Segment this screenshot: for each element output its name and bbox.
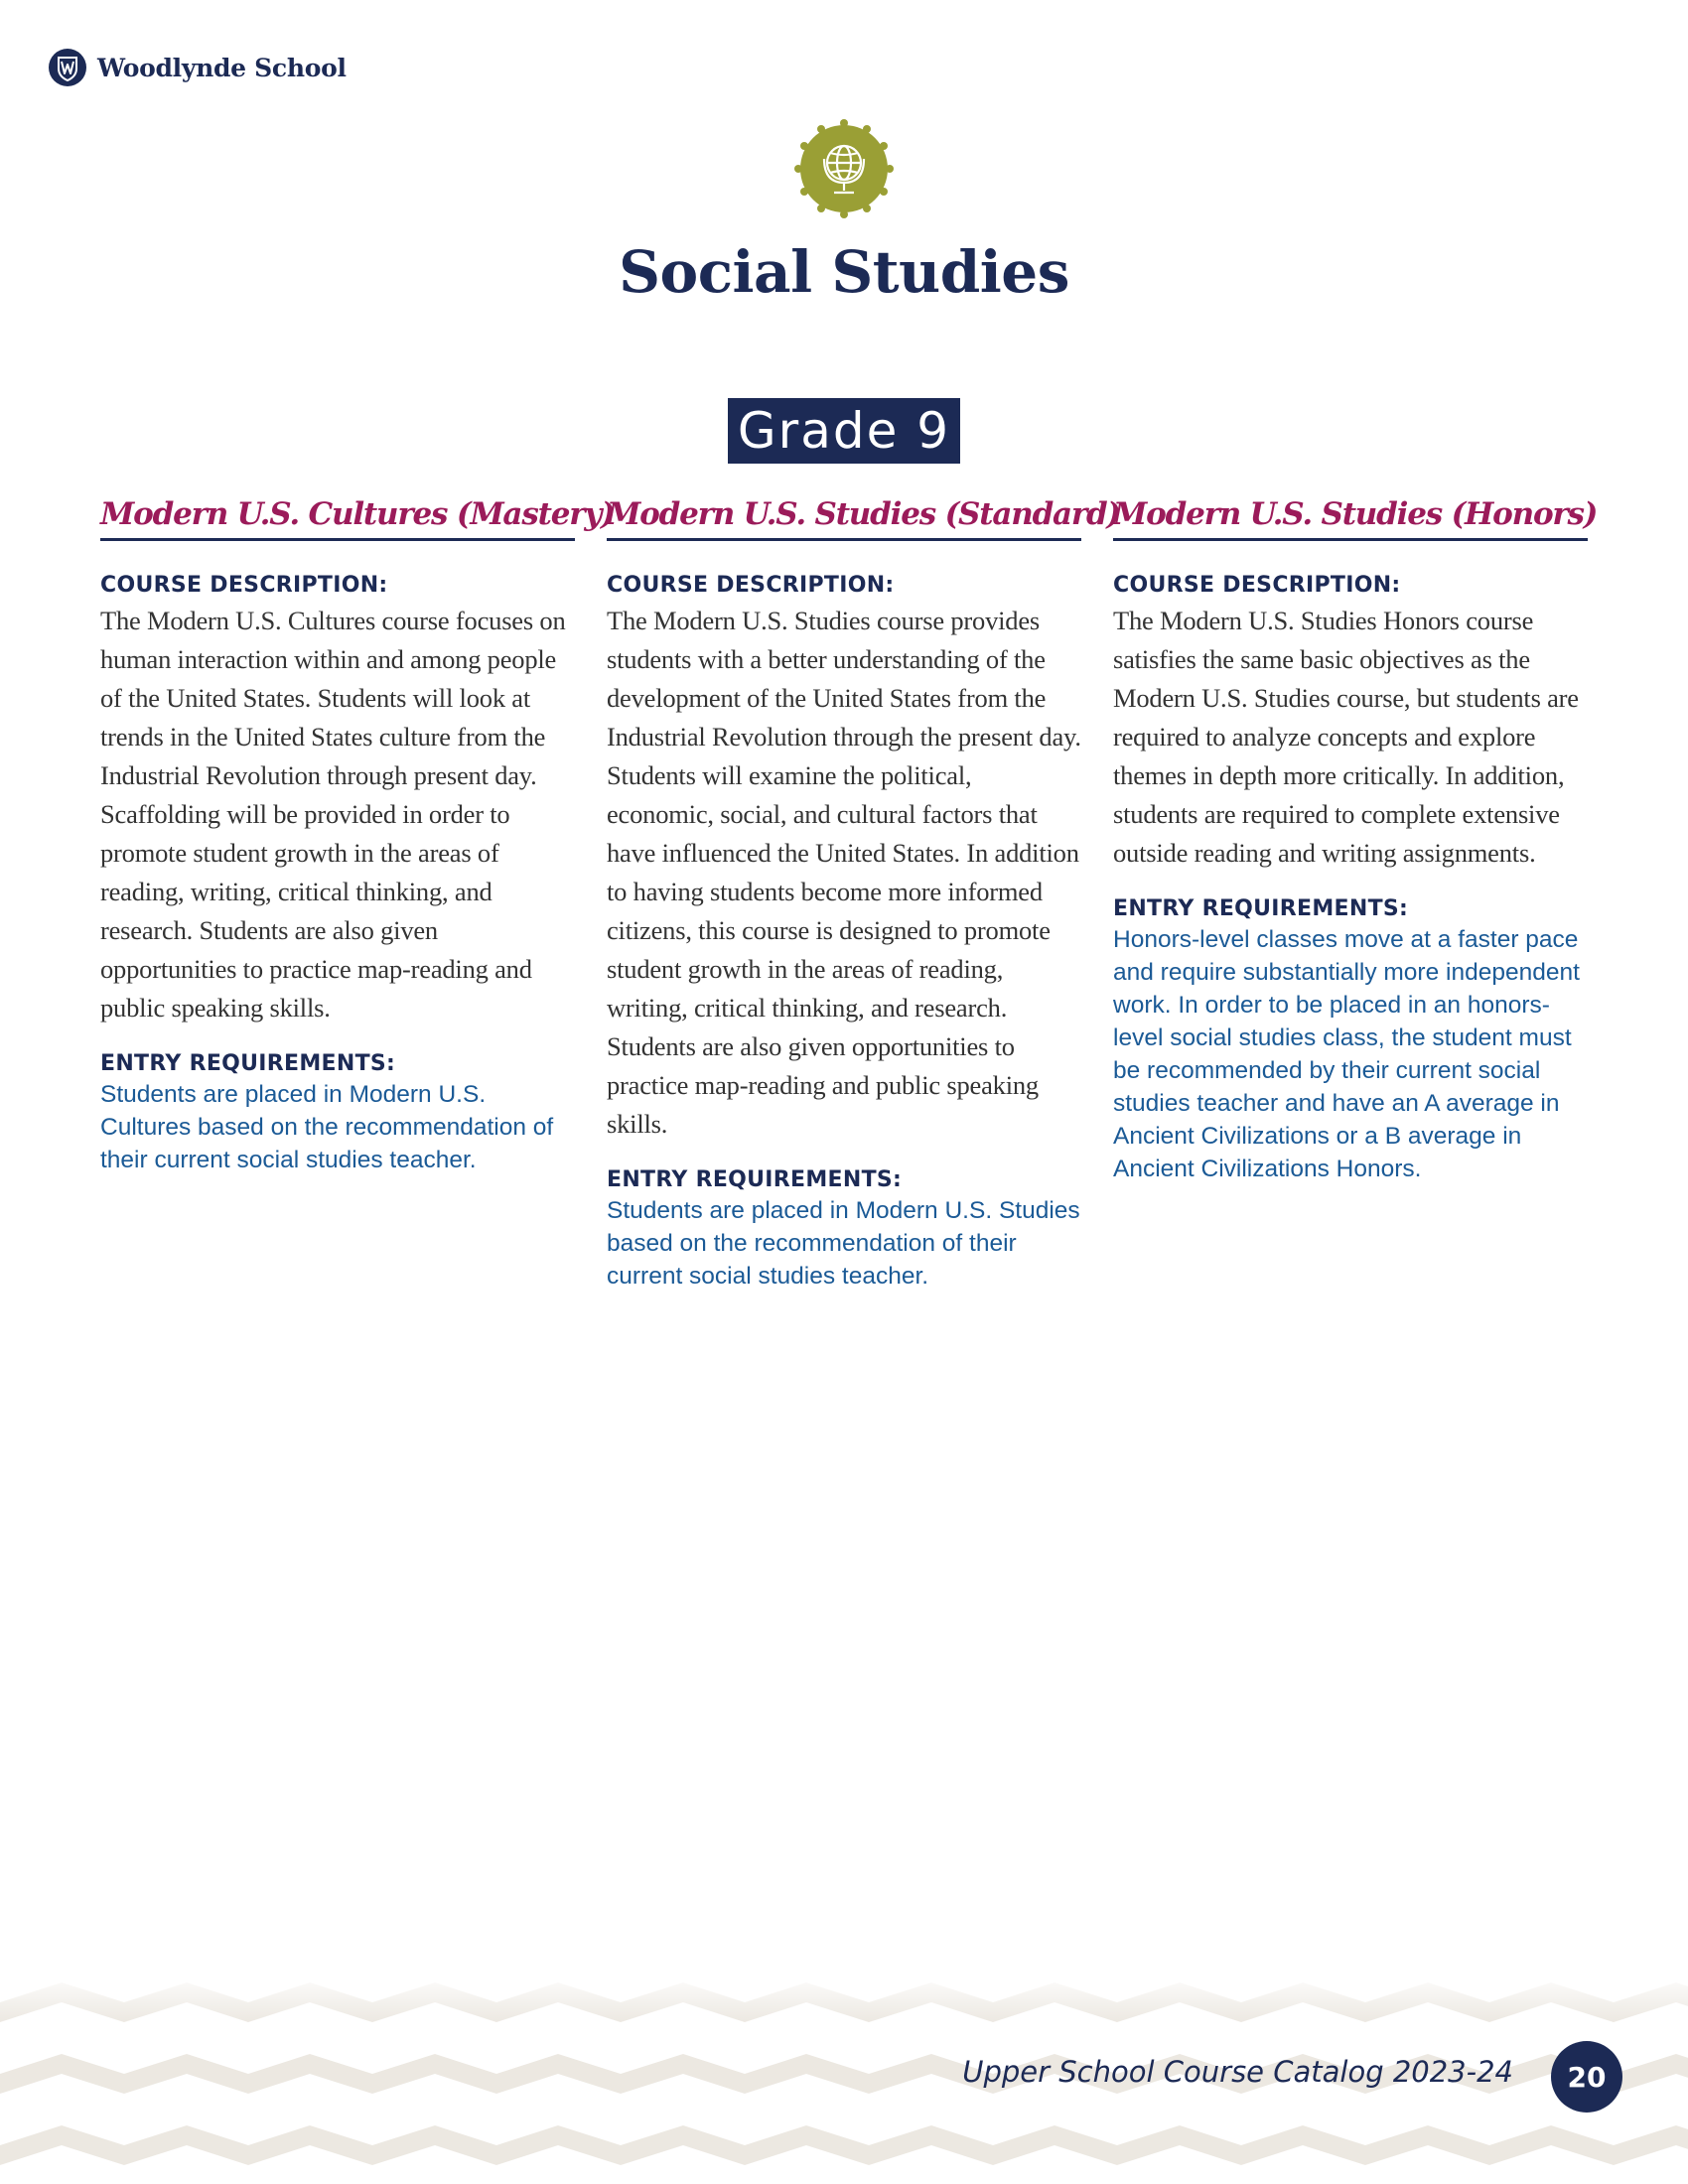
course-column-mastery [100,496,615,1176]
course-column-honors [1113,496,1598,1185]
entry-requirements-label: ENTRY REQUIREMENTS: [100,1051,396,1076]
course-column-standard [607,496,1121,1293]
entry-requirements: Honors-level classes move at a faster pace and require substantially more independent work. In order to be placed in an honors-level social studies class, the student must be recommended by their current social studies teacher and have an A average in Ancient Civilizations or a B average in Ancient Civilizations Honors. [1113,926,1580,1182]
course-description: The Modern U.S. Studies course provides students with a better understanding of the development of the United States from the Industrial Revolution through the present day. Students will examine the political, economic, social, and cultural factors that have influenced the United States. In addition to having students become more informed citizens, this course is designed to promote student growth in the areas of reading, writing, critical thinking, and research. Students are also given opportunities to practice map-reading and public speaking skills. [607,606,1081,1139]
page-number: 20 [1551,2041,1622,2113]
page-title: Social Studies [619,238,1069,306]
entry-requirements-label: ENTRY REQUIREMENTS: [607,1167,903,1192]
course-description-label: COURSE DESCRIPTION: [100,573,388,598]
woodlynde-crest-icon [48,48,87,87]
entry-requirements: Students are placed in Modern U.S. Cultures based on the recommendation of their current social studies teacher. [100,1081,554,1173]
course-description-label: COURSE DESCRIPTION: [1113,573,1401,598]
catalog-title: Upper School Course Catalog 2023-24 [962,2055,1513,2089]
course-description-label: COURSE DESCRIPTION: [607,573,895,598]
entry-requirements-label: ENTRY REQUIREMENTS: [1113,896,1409,921]
globe-icon [794,119,894,218]
course-title: Modern U.S. Studies (Standard) [607,496,1081,541]
school-logo [48,48,347,87]
course-description: The Modern U.S. Studies Honors course satisfies the same basic objectives as the Modern U.S. Studies course, but students are required to analyze concepts and explore themes in depth more critically. In addition, students are required to complete extensive outside reading and writing assignments. [1113,606,1579,868]
entry-requirements: Students are placed in Modern U.S. Studies based on the recommendation of their current social studies teacher. [607,1197,1080,1290]
school-name: Woodlynde School [97,53,347,82]
grade-label: Grade 9 [728,398,960,464]
course-description: The Modern U.S. Cultures course focuses on human interaction within and among people of the United States. Students will look at trends in the United States culture from the Industrial Revolution through present day. Scaffolding will be provided in order to promote student growth in the areas of reading, writing, critical thinking, and research. Students are also given opportunities to practice map-reading and public speaking skills. [100,606,566,1023]
course-title: Modern U.S. Studies (Honors) [1113,496,1588,541]
course-title: Modern U.S. Cultures (Mastery) [100,496,575,541]
